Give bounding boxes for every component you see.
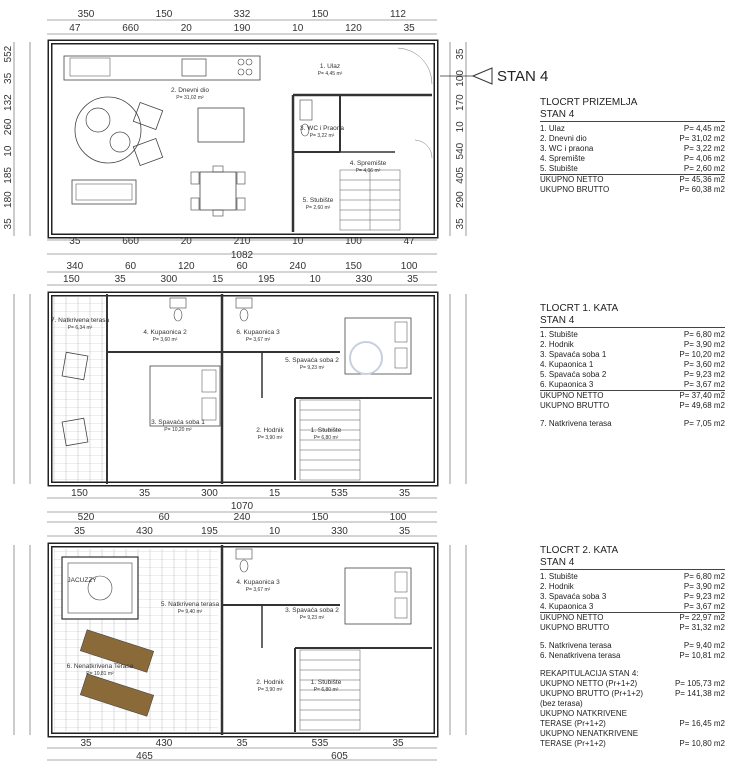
dimension-label: 35 <box>398 488 411 499</box>
room-label: 1. Stubište <box>310 679 342 686</box>
first-floor-plan <box>14 272 466 512</box>
room-area: P= 3,60 m² <box>152 337 178 343</box>
legend-ground-row <box>540 134 725 144</box>
legend-first-row-name: 1. Stubište <box>540 330 578 339</box>
dimension-label: 300 <box>201 488 218 499</box>
dimension-label: 35 <box>73 526 86 537</box>
dimension-label: 20 <box>180 23 192 34</box>
room-label: 6. Nenatkrivena Terasa <box>66 663 134 670</box>
legend-ground-row <box>540 175 725 185</box>
dimension-label: 35 <box>392 738 404 749</box>
room-label: 4. Kupaonica 3 <box>236 579 280 586</box>
room-area: P= 6,34 m² <box>67 325 93 331</box>
legend-second-row-name: 1. Stubište <box>540 572 578 581</box>
dimension-label: 150 <box>311 512 329 523</box>
dimension-label: 10 <box>292 23 304 34</box>
dimension-label: 150 <box>71 488 88 499</box>
room-area: P= 6,80 m² <box>313 687 339 693</box>
legend-first-row <box>540 380 725 391</box>
legend-first-row-value: P= 49,68 m2 <box>679 401 725 410</box>
legend-second-row <box>540 592 725 602</box>
dimension-label: 20 <box>180 236 192 247</box>
dimension-label: 35 <box>80 738 92 749</box>
room-area: P= 6,80 m² <box>313 435 339 441</box>
legend-second-row-name: UKUPNO NETTO <box>540 613 604 622</box>
legend-first-row <box>540 330 725 340</box>
dimension-label: 35 <box>138 488 151 499</box>
dimension-label: 112 <box>390 9 406 20</box>
recap-row-value: P= 16,45 m2 <box>679 719 725 728</box>
dimension-label: 120 <box>177 261 195 272</box>
legend-ground-row-value: P= 31,02 m2 <box>679 134 725 143</box>
room-area: P= 4,06 m² <box>355 168 381 174</box>
dimension-label: 10 <box>455 121 466 133</box>
legend-second-row <box>540 572 725 582</box>
legend-first-sub: STAN 4 <box>540 315 725 328</box>
legend-ground-row-value: P= 4,06 m2 <box>683 154 725 163</box>
recap-row-value: P= 141,38 m2 <box>674 689 725 698</box>
legend-first-row-name: 4. Kupaonica 1 <box>540 360 594 369</box>
legend-first-title: TLOCRT 1. KATA <box>540 303 619 314</box>
legend-ground-row <box>540 164 725 175</box>
dimension-label: 535 <box>311 738 329 749</box>
legend-ground-row-value: P= 60,38 m2 <box>679 185 725 194</box>
dimension-label: 240 <box>233 512 251 523</box>
dimension-label: 330 <box>331 526 348 537</box>
legend-second-extra-row-name: 6. Nenatkrivena terasa <box>540 651 621 660</box>
legend-ground-row-name: UKUPNO NETTO <box>540 175 604 184</box>
room-area: P= 3,67 m² <box>245 587 271 593</box>
room-label: 2. Hodnik <box>256 427 284 434</box>
dimension-label: 132 <box>3 94 14 111</box>
dimension-label: 35 <box>236 738 248 749</box>
legend-second-row-value: P= 9,23 m2 <box>683 592 725 601</box>
legend-ground-row-value: P= 2,60 m2 <box>683 164 725 173</box>
legend-ground-row <box>540 124 725 134</box>
legend-ground-title: TLOCRT PRIZEMLJA <box>540 97 638 108</box>
recap-row <box>540 729 725 739</box>
room-area: P= 9,40 m² <box>177 609 203 615</box>
dimension-label: 180 <box>3 191 14 208</box>
legend-first-row <box>540 350 725 360</box>
dimension-label: 300 <box>160 274 178 285</box>
dimension-label: 35 <box>3 72 14 84</box>
room-label: 7. Natkrivena terasa <box>50 317 110 324</box>
legend-second-extra-row-name: 5. Natkrivena terasa <box>540 641 612 650</box>
recap-row-value: P= 105,73 m2 <box>674 679 725 688</box>
legend-second-row-value: P= 6,80 m2 <box>683 572 725 581</box>
legend-ground-row <box>540 154 725 164</box>
recap-row <box>540 719 725 729</box>
dimension-label: 15 <box>268 488 281 499</box>
dimension-label: 47 <box>69 23 81 34</box>
recap-row <box>540 699 725 709</box>
dimension-label: 100 <box>400 261 418 272</box>
legend-first-row <box>540 340 725 350</box>
ground-floor-plan <box>14 20 466 254</box>
room-area: P= 10,81 m² <box>86 671 114 677</box>
legend-second-extra-row <box>540 641 725 651</box>
dimension-total: 465 <box>136 751 153 762</box>
recap-row-name: UKUPNO NETTO (Pr+1+2) <box>540 679 638 688</box>
recap-row <box>540 679 725 689</box>
legend-ground-row-value: P= 4,45 m2 <box>683 124 725 133</box>
dimension-label: 35 <box>114 274 126 285</box>
legend-ground-row-value: P= 45,36 m2 <box>679 175 725 184</box>
room-label: 3. Spavaća soba 2 <box>285 607 339 614</box>
dimension-label: 170 <box>455 94 466 111</box>
room-label: 5. Natkrivena terasa <box>160 601 220 608</box>
legend-first-row <box>540 370 725 380</box>
legend-second <box>540 545 725 749</box>
legend-ground-row-name: 4. Spremište <box>540 154 585 163</box>
legend-second-row <box>540 602 725 613</box>
dimension-label: 35 <box>69 236 81 247</box>
room-label: 1. Stubište <box>310 427 342 434</box>
legend-first-rows <box>540 330 725 411</box>
room-label: 3. WC i Praona <box>299 125 345 132</box>
dimension-label: 540 <box>455 142 466 160</box>
dimension-label: 185 <box>3 167 14 184</box>
legend-first-row-value: P= 10,20 m2 <box>679 350 725 359</box>
dimension-label: 330 <box>355 274 373 285</box>
dimension-label: 60 <box>236 261 248 272</box>
room-area: P= 9,23 m² <box>299 615 325 621</box>
legend-ground-sub: STAN 4 <box>540 109 725 122</box>
room-label: 5. Stubište <box>302 197 334 204</box>
legend-first-row-name: 5. Spavaća soba 2 <box>540 370 607 379</box>
legend-first-row-name: UKUPNO BRUTTO <box>540 401 610 410</box>
legend-ground-row <box>540 144 725 154</box>
dimension-label: 47 <box>403 236 415 247</box>
dimension-label: 100 <box>389 512 407 523</box>
recap-row-name: TERASE (Pr+1+2) <box>540 719 606 728</box>
recap-row-name: UKUPNO BRUTTO (Pr+1+2) <box>540 689 643 698</box>
legend-second-extra-row-value: P= 9,40 m2 <box>683 641 725 650</box>
dimension-label: 290 <box>455 191 466 208</box>
legend-second-extra-row <box>540 651 725 661</box>
recap-row-name: (bez terasa) <box>540 699 583 708</box>
legend-second-row-value: P= 3,90 m2 <box>683 582 725 591</box>
dimension-label: 35 <box>455 218 466 230</box>
stan-label: STAN 4 <box>497 68 549 85</box>
dimension-label: 120 <box>345 23 362 34</box>
dimension-label: 100 <box>345 236 362 247</box>
dimension-label: 430 <box>136 526 153 537</box>
dimension-label: 15 <box>212 274 224 285</box>
dimension-label: 430 <box>155 738 173 749</box>
dimension-label: 210 <box>233 236 251 247</box>
legend-ground-row-name: UKUPNO BRUTTO <box>540 185 610 194</box>
dimension-label: 535 <box>331 488 348 499</box>
room-label: 1. Ulaz <box>319 63 341 70</box>
room-area: P= 3,90 m² <box>257 687 283 693</box>
dimension-label: 35 <box>3 218 14 230</box>
legend-second-row-value: P= 3,67 m2 <box>683 602 725 611</box>
dimension-label: 35 <box>455 48 466 60</box>
legend-first <box>540 303 725 429</box>
legend-first-row <box>540 401 725 411</box>
legend-first-extra: 7. Natkrivena terasa P= 7,05 m2 <box>540 419 725 428</box>
legend-first-row-value: P= 6,80 m2 <box>683 330 725 339</box>
legend-second-row-name: 4. Kupaonica 3 <box>540 602 594 611</box>
dimension-label: 35 <box>403 23 415 34</box>
recap-row <box>540 689 725 699</box>
dimension-label: 350 <box>77 9 95 20</box>
legend-first-row-value: P= 9,23 m2 <box>683 370 725 379</box>
dimension-label: 10 <box>268 526 281 537</box>
recap-rows <box>540 679 725 749</box>
dimension-label: 150 <box>63 274 80 285</box>
dimension-label: 660 <box>122 236 139 247</box>
legend-first-row <box>540 360 725 370</box>
legend-first-row-name: UKUPNO NETTO <box>540 391 604 400</box>
room-area: P= 3,90 m² <box>257 435 283 441</box>
room-label: 3. Spavaća soba 1 <box>151 419 205 426</box>
room-area: P= 31,02 m² <box>176 95 204 101</box>
dimension-label: 260 <box>3 118 14 136</box>
legend-first-row-value: P= 3,90 m2 <box>683 340 725 349</box>
dimension-label: 240 <box>289 261 307 272</box>
room-label: 4. Spremište <box>349 160 387 167</box>
dimension-label: 100 <box>455 70 466 87</box>
room-label: 2. Dnevni dio <box>171 87 209 94</box>
legend-second-row-name: UKUPNO BRUTTO <box>540 623 610 632</box>
legend-first-row-name: 6. Kupaonica 3 <box>540 380 594 389</box>
legend-second-sub: STAN 4 <box>540 557 725 570</box>
recap-row-value: P= 10,80 m2 <box>679 739 725 748</box>
legend-ground <box>540 97 725 195</box>
legend-ground-row-name: 2. Dnevni dio <box>540 134 587 143</box>
dimension-label: 520 <box>77 512 95 523</box>
room-area: P= 4,45 m² <box>317 71 343 77</box>
dimension-label: 10 <box>309 274 321 285</box>
legend-ground-row-name: 3. WC i praona <box>540 144 594 153</box>
room-area: P= 3,67 m² <box>245 337 271 343</box>
room-label: 6. Kupaonica 3 <box>236 329 280 336</box>
dimension-label: 332 <box>233 9 251 20</box>
legend-ground-row-name: 5. Stubište <box>540 164 578 173</box>
legend-second-row <box>540 623 725 633</box>
legend-second-row <box>540 582 725 592</box>
recap-row <box>540 739 725 749</box>
dimension-label: 35 <box>407 274 419 285</box>
legend-first-row <box>540 391 725 401</box>
legend-ground-row-value: P= 3,22 m2 <box>683 144 725 153</box>
dimension-label: 340 <box>66 261 84 272</box>
legend-second-row-name: 2. Hodnik <box>540 582 574 591</box>
legend-first-row-value: P= 3,60 m2 <box>683 360 725 369</box>
dimension-label: 195 <box>201 526 218 537</box>
legend-ground-row <box>540 185 725 195</box>
stan-arrow-icon <box>473 68 492 84</box>
dimension-label: 552 <box>3 45 14 63</box>
legend-second-extra-row-value: P= 10,81 m2 <box>679 651 725 660</box>
second-floor-plan <box>14 522 466 760</box>
recap-row-name: UKUPNO NATKRIVENE <box>540 709 627 718</box>
legend-ground-row-name: 1. Ulaz <box>540 124 565 133</box>
legend-first-row-value: P= 37,40 m2 <box>679 391 725 400</box>
legend-first-row-name: 2. Hodnik <box>540 340 574 349</box>
room-area: P= 10,20 m² <box>164 427 192 433</box>
legend-first-row-name: 3. Spavaća soba 1 <box>540 350 607 359</box>
dimension-total: 1070 <box>230 501 254 512</box>
dimension-total: 1082 <box>230 250 254 261</box>
dimension-label: 150 <box>155 9 173 20</box>
recap-title: REKAPITULACIJA STAN 4: <box>540 669 639 678</box>
recap-row-name: TERASE (Pr+1+2) <box>540 739 606 748</box>
room-area: P= 3,22 m² <box>309 133 335 139</box>
room-label: 5. Spavaća soba 2 <box>285 357 339 364</box>
dimension-label: 150 <box>311 9 329 20</box>
dimension-label: 10 <box>3 145 14 157</box>
room-area: P= 9,23 m² <box>299 365 325 371</box>
recap-row <box>540 709 725 719</box>
legend-second-row <box>540 613 725 623</box>
dimension-label: 660 <box>122 23 139 34</box>
room-area: P= 2,60 m² <box>305 205 331 211</box>
dimension-label: 60 <box>158 512 170 523</box>
dimension-label: 60 <box>125 261 137 272</box>
dimension-label: 405 <box>455 167 466 184</box>
room-label: 2. Hodnik <box>256 679 284 686</box>
dimension-label: 35 <box>398 526 411 537</box>
legend-second-extra <box>540 641 725 661</box>
recap-row-name: UKUPNO NENATKRIVENE <box>540 729 639 738</box>
dimension-total: 605 <box>331 751 348 762</box>
dimension-label: 190 <box>233 23 251 34</box>
legend-second-rows <box>540 572 725 633</box>
legend-first-row-value: P= 3,67 m2 <box>683 380 725 389</box>
legend-second-row-value: P= 31,32 m2 <box>679 623 725 632</box>
legend-second-row-value: P= 22,97 m2 <box>679 613 725 622</box>
dimension-label: 150 <box>345 261 362 272</box>
legend-second-row-name: 3. Spavaća soba 3 <box>540 592 607 601</box>
legend-second-title: TLOCRT 2. KATA <box>540 545 619 556</box>
room-label: 4. Kupaonica 2 <box>143 329 187 336</box>
room-label: JACUZZY <box>67 577 97 584</box>
dimension-label: 195 <box>258 274 275 285</box>
dimension-label: 10 <box>292 236 304 247</box>
legend-ground-rows <box>540 124 725 195</box>
